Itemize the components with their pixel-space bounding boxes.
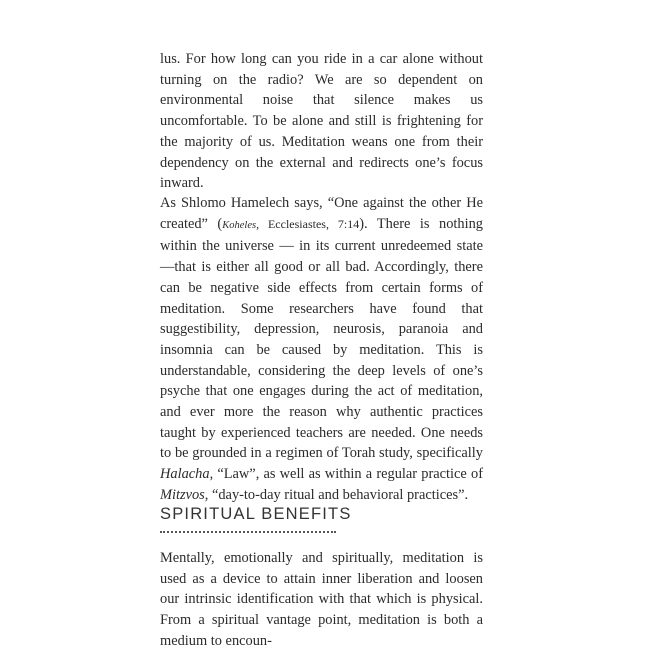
- section-heading: SPIRITUAL BENEFITS: [160, 505, 352, 523]
- paragraph-shlomo-hamelech: [160, 193, 483, 506]
- paragraph-spiritual-benefits: Mentally, emotionally and spiritually, meditation is used as a device to attain inner liberation and loosen our intrinsic identification with that which is physical. From a spiritual vantage point, meditation is both a medium to encoun-: [160, 550, 483, 649]
- paragraph-text: , “day-to-day ritual and behavioral practices”.: [204, 486, 469, 503]
- paragraph-text: As Shlomo Hamelech says, “One against the other He created” (: [160, 195, 483, 232]
- source-reference: , Ecclesiastes, 7:14: [256, 216, 360, 231]
- term-halacha: Halacha: [160, 466, 210, 483]
- paragraph-text: , “Law”, as well as within a regular practice of: [209, 466, 483, 483]
- term-mitzvos: Mitzvos: [160, 486, 205, 503]
- paragraph-continued: lus. For how long can you ride in a car alone without turning on the radio? We are so dependent on environmental noise that silence makes us uncomfortable. To be alone and still is frightening for the majority of us. Meditation weans one from their dependency on the external and redirects one’s focus inward.: [160, 51, 483, 192]
- dotted-rule-divider: [160, 531, 336, 533]
- source-title: Koheles: [222, 219, 257, 231]
- paragraph-text: ). There is nothing within the universe — in its current unredeemed state —that is either all good or all bad. Accordingly, there can be negative side effects from certain forms of meditation. Some researchers have found that suggestibility, depression, neurosis, paranoia and insomnia can be caused by meditation. This is understandable, considering the deep levels of one’s psyche that one engages during the act of meditation, and ever more the reason why authentic practices taught by experienced teachers are needed. One needs to be grounded in a regimen of Torah study, specifically: [160, 215, 483, 462]
